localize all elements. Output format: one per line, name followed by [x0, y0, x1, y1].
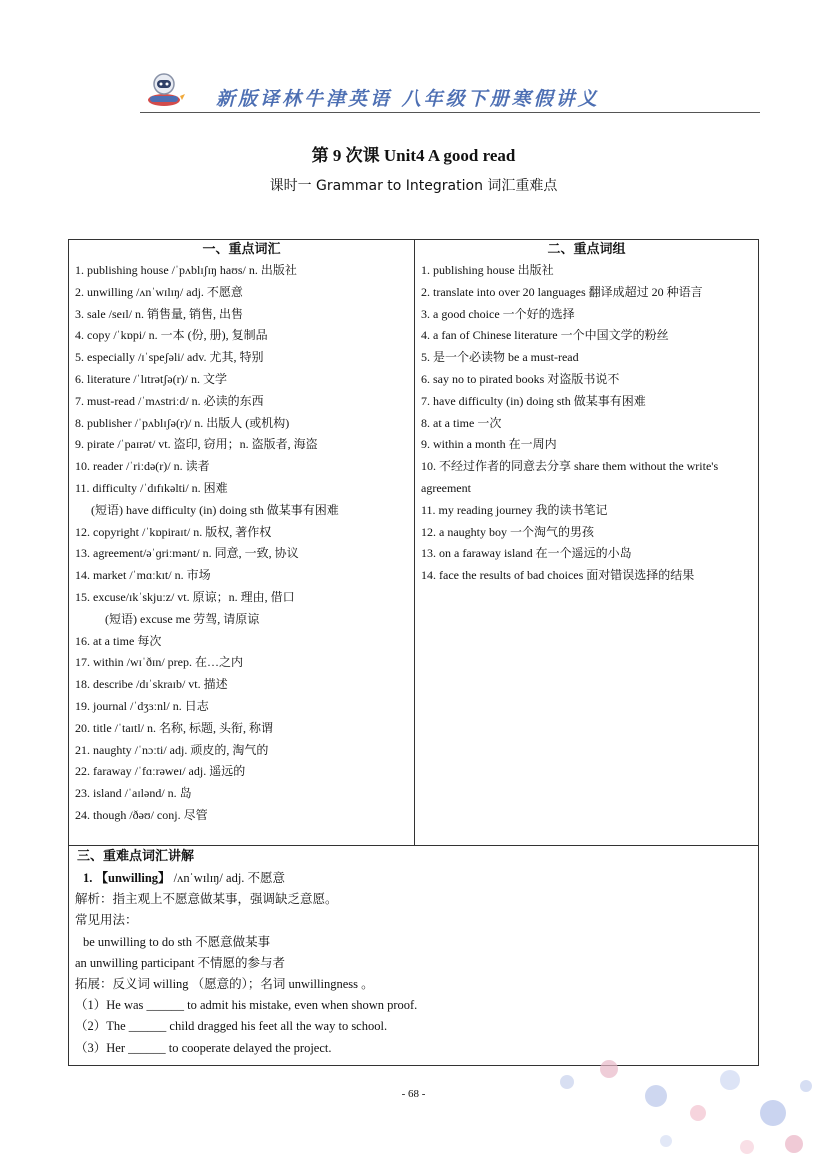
usage-example: be unwilling to do sth 不愿意做某事	[83, 934, 271, 949]
phrase-item: 2. translate into over 20 languages 翻译成超过 20 种语言	[421, 284, 703, 299]
exercise-item: （3）Her ______ to cooperate delayed the project.	[75, 1040, 332, 1055]
phrase-heading: 二、重点词组	[547, 242, 626, 257]
phrase-item: 11. my reading journey 我的读书笔记	[421, 502, 608, 517]
vocab-item: 4. copy /ˈkɒpi/ n. 一本 (份, 册), 复制品	[75, 328, 268, 343]
vocab-item: 14. market /ˈmɑːkɪt/ n. 市场	[75, 568, 211, 583]
phrase-item: 14. face the results of bad choices 面对错误选择的结果	[421, 568, 695, 583]
decor-dot	[600, 1060, 618, 1078]
vocab-item: 23. island /ˈaɪlənd/ n. 岛	[75, 786, 192, 801]
phrase-item: 1. publishing house 出版社	[421, 263, 554, 277]
decor-dot	[560, 1075, 574, 1089]
phrase-item: 13. on a faraway island 在一个遥远的小岛	[421, 546, 632, 561]
decor-dot	[760, 1100, 786, 1126]
decor-dot	[785, 1135, 803, 1153]
header-title: 新版译林牛津英语 八年级下册寒假讲义	[216, 88, 600, 110]
word-analysis: 解析：指主观上不愿意做某事，强调缺乏意愿。	[75, 892, 338, 907]
phrase-column	[415, 240, 758, 587]
vocab-item: 22. faraway /ˈfɑːrəweɪ/ adj. 遥远的	[75, 764, 246, 779]
vocab-item: 17. within /wɪˈðɪn/ prep. 在…之内	[75, 655, 243, 670]
vocab-item: 3. sale /seɪl/ n. 销售量, 销售, 出售	[75, 306, 243, 321]
page-header	[140, 70, 760, 115]
usage-example: an unwilling participant 不情愿的参与者	[75, 955, 286, 970]
exercise-item: （2）The ______ child dragged his feet all the way to school.	[75, 1019, 388, 1034]
vocab-table	[68, 239, 759, 846]
vocab-item: 2. unwilling /ʌnˈwɪlɪŋ/ adj. 不愿意	[75, 284, 243, 299]
vocab-column	[69, 240, 414, 827]
vocab-item: 6. literature /ˈlɪtrətʃə(r)/ n. 文学	[75, 371, 227, 386]
explanation-section	[68, 846, 759, 1066]
vocab-item: 21. naughty /ˈnɔːti/ adj. 顽皮的, 淘气的	[75, 742, 269, 757]
vocab-item: 13. agreement/əˈɡriːmənt/ n. 同意, 一致, 协议	[75, 546, 299, 561]
vocab-item: 20. title /ˈtaɪtl/ n. 名称, 标题, 头衔, 称谓	[75, 720, 273, 735]
vocab-item: 7. must-read /ˈmʌstriːd/ n. 必读的东西	[75, 393, 264, 408]
word-number: 1.	[83, 871, 93, 885]
phrase-item: 8. at a time 一次	[421, 415, 502, 430]
vocab-item: 18. describe /dɪˈskraɪb/ vt. 描述	[75, 677, 228, 692]
phrase-item: 12. a naughty boy 一个淘气的男孩	[421, 524, 594, 539]
vocab-item: 15. excuse/ɪkˈskjuːz/ vt. 原谅；n. 理由, 借口	[75, 589, 295, 604]
phrase-item: 10. 不经过作者的同意去分享 share them without the write's agreement	[421, 459, 719, 495]
phrase-item: 7. have difficulty (in) doing sth 做某事有困难	[421, 393, 646, 408]
vocab-item: 10. reader /ˈriːdə(r)/ n. 读者	[75, 459, 210, 474]
phrase-item: 5. 是一个必读物 be a must-read	[421, 350, 579, 365]
phrase-item: 6. say no to pirated books 对盗版书说不	[421, 371, 620, 386]
vocab-phrase-note: (短语) have difficulty (in) doing sth 做某事有困难	[91, 502, 339, 517]
decor-dot	[740, 1140, 754, 1154]
phrase-item: 3. a good choice 一个好的选择	[421, 306, 575, 321]
vocab-item: 24. though /ðəʊ/ conj. 尽管	[75, 807, 208, 822]
word-extension: 拓展：反义词 willing （愿意的）；名词 unwillingness 。	[75, 977, 374, 992]
vocab-item: 8. publisher /ˈpʌblɪʃə(r)/ n. 出版人 (或机构)	[75, 415, 290, 430]
vocab-item: 19. journal /ˈdʒɜːnl/ n. 日志	[75, 698, 209, 713]
vocab-item: 9. pirate /ˈpaɪrət/ vt. 盗印, 窃用；n. 盗版者, 海盗	[75, 437, 318, 452]
decor-dot	[720, 1070, 740, 1090]
vocab-item: 12. copyright /ˈkɒpiraɪt/ n. 版权, 著作权	[75, 524, 272, 539]
decor-dot	[690, 1105, 706, 1121]
word-detail: /ʌnˈwɪlɪŋ/ adj. 不愿意	[173, 871, 286, 885]
phrase-item: 4. a fan of Chinese literature 一个中国文学的粉丝	[421, 328, 669, 343]
lesson-subtitle: 课时一 Grammar to Integration 词汇重难点	[269, 178, 558, 194]
lesson-title: 第 9 次课 Unit4 A good read	[311, 146, 516, 165]
vocab-phrase-note: (短语) excuse me 劳驾, 请原谅	[105, 611, 260, 626]
vocab-item: 1. publishing house /ˈpʌblɪʃɪŋ haʊs/ n. 出版社	[75, 263, 297, 277]
usage-label: 常见用法：	[75, 913, 138, 928]
word-headword: 【unwilling】	[95, 871, 171, 885]
phrase-item: 9. within a month 在一周内	[421, 437, 557, 452]
vocab-heading: 一、重点词汇	[202, 242, 281, 257]
astronaut-logo-icon	[144, 70, 186, 110]
page-number: - 68 -	[401, 1088, 426, 1100]
explanation-heading: 三、重难点词汇讲解	[77, 849, 195, 864]
vocab-item: 16. at a time 每次	[75, 633, 162, 648]
word-entry	[69, 868, 758, 889]
header-divider	[140, 112, 760, 113]
vocab-item: 5. especially /ɪˈspeʃəli/ adv. 尤其, 特别	[75, 350, 264, 365]
vocab-item: 11. difficulty /ˈdɪfɪkəlti/ n. 困难	[75, 480, 228, 495]
decor-dot	[660, 1135, 672, 1147]
exercise-item: （1）He was ______ to admit his mistake, even when shown proof.	[75, 998, 418, 1013]
